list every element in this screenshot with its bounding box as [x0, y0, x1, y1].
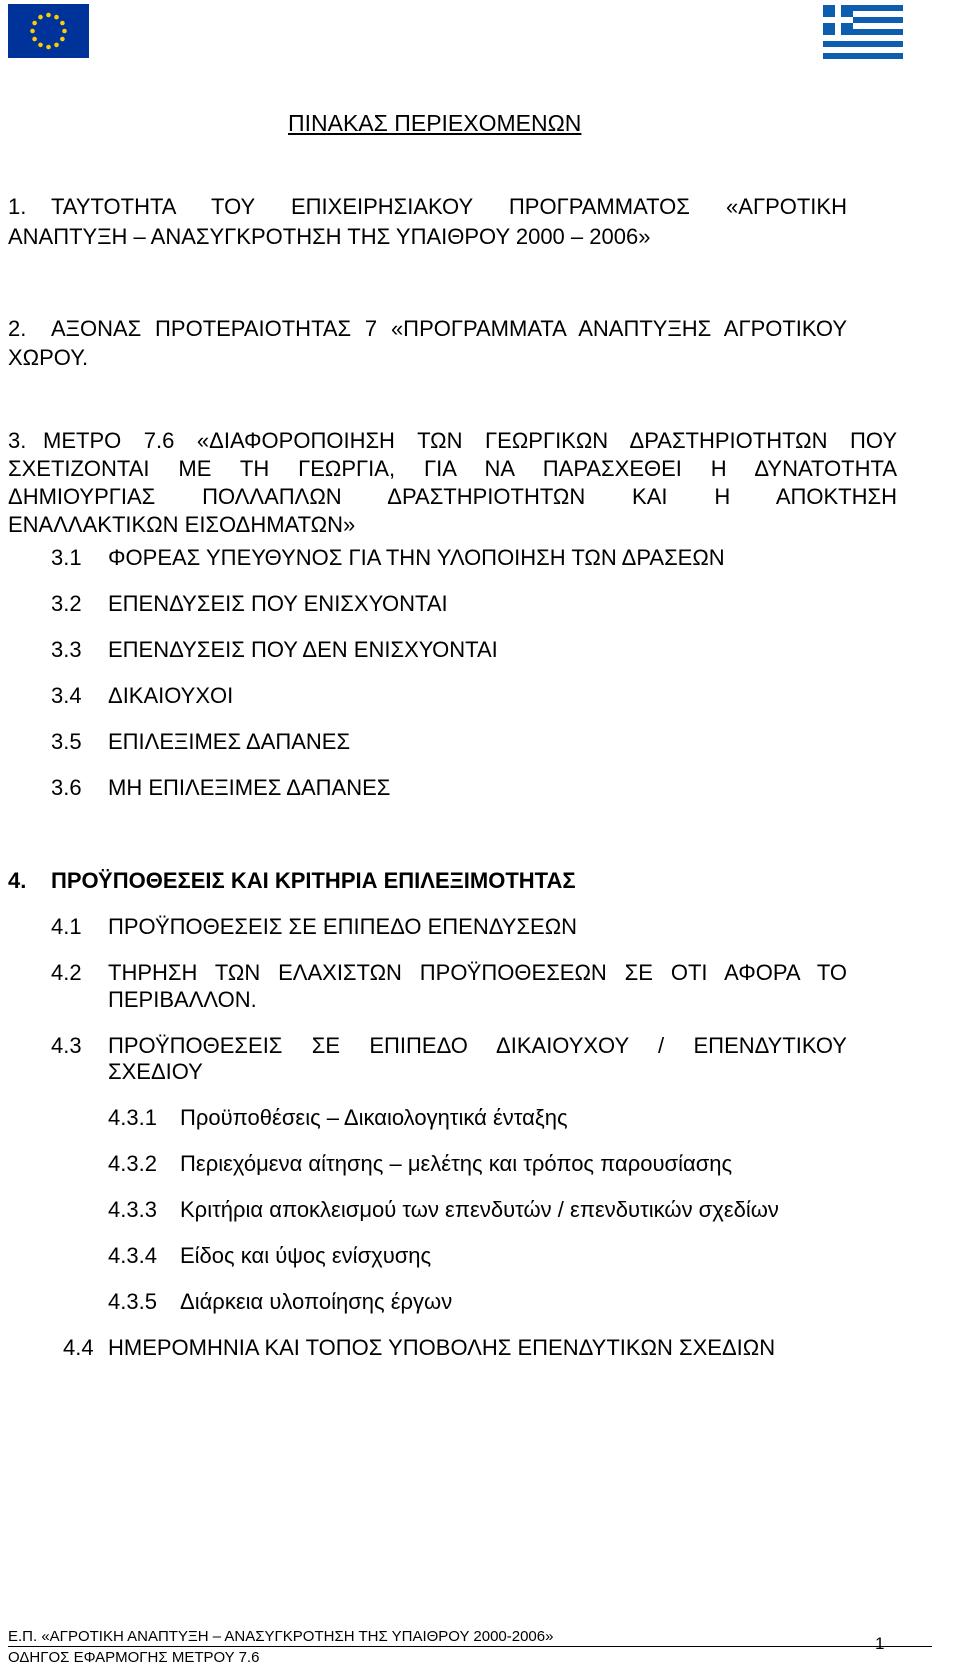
section-2-title-line2: ΧΩΡΟΥ. [8, 345, 89, 370]
footer-program-title: Ε.Π. «ΑΓΡΟΤΙΚΗ ΑΝΑΠΤΥΞΗ – ΑΝΑΣΥΓΚΡΟΤΗΣΗ ΤΗΣ ΥΠΑΙΘΡΟΥ 2000-2006» [8, 1628, 554, 1645]
section-3-title-line1: ΜΕΤΡΟ 7.6 «ΔΙΑΦΟΡΟΠΟΙΗΣΗ ΤΩΝ ΓΕΩΡΓΙΚΩΝ ΔΡΑΣΤΗΡΙΟΤΗΤΩΝ ΠΟΥ [43, 428, 897, 453]
subsection-number: 4.4 [63, 1335, 94, 1360]
section-number: 3. [8, 428, 27, 453]
subsection-title-line1: ΤΗΡΗΣΗ ΤΩΝ ΕΛΑΧΙΣΤΩΝ ΠΡΟΫΠΟΘΕΣΕΩΝ ΣΕ ΟΤΙ ΑΦΟΡΑ ΤΟ [108, 960, 847, 985]
subsection-number: 3.1 [51, 545, 82, 570]
eu-flag-logo [8, 4, 89, 58]
subsection-number: 3.6 [51, 775, 82, 800]
section-2-title-line1: ΑΞΟΝΑΣ ΠΡΟΤΕΡΑΙΟΤΗΤΑΣ 7 «ΠΡΟΓΡΑΜΜΑΤΑ ΑΝΑΠΤΥΞΗΣ ΑΓΡΟΤΙΚΟΥ [51, 316, 847, 341]
section-3-title-line4: ΕΝΑΛΛΑΚΤΙΚΩΝ ΕΙΣΟΔΗΜΑΤΩΝ» [8, 512, 356, 537]
subsection-title: ΠΡΟΫΠΟΘΕΣΕΙΣ ΣΕ ΕΠΙΠΕΔΟ ΕΠΕΝΔΥΣΕΩΝ [108, 914, 578, 939]
page-number: 1 [875, 1634, 885, 1653]
subsection-number: 3.4 [51, 683, 82, 708]
subsection-number: 4.2 [51, 960, 82, 985]
subsection-title: ΦΟΡΕΑΣ ΥΠΕΥΘΥΝΟΣ ΓΙΑ ΤΗΝ ΥΛΟΠΟΙΗΣΗ ΤΩΝ ΔΡΑΣΕΩΝ [108, 545, 725, 570]
section-number: 2. [8, 316, 27, 341]
subsection-number: 3.5 [51, 729, 82, 754]
subsection-title: ΕΠΕΝΔΥΣΕΙΣ ΠΟΥ ΕΝΙΣΧΥΟΝΤΑΙ [108, 591, 448, 616]
sub-subsection-title: Περιεχόμενα αίτησης – μελέτης και τρόπος παρουσίασης [180, 1151, 733, 1176]
sub-subsection-title: Προϋποθέσεις – Δικαιολογητικά ένταξης [180, 1105, 568, 1130]
sub-subsection-title: Διάρκεια υλοποίησης έργων [180, 1289, 453, 1314]
footer-guide-title: ΟΔΗΓΟΣ ΕΦΑΡΜΟΓΗΣ ΜΕΤΡΟΥ 7.6 [8, 1649, 260, 1666]
sub-subsection-title: Κριτήρια αποκλεισμού των επενδυτών / επενδυτικών σχεδίων [180, 1197, 779, 1222]
subsection-number: 4.1 [51, 914, 82, 939]
sub-subsection-number: 4.3.1 [108, 1105, 157, 1130]
subsection-number: 4.3 [51, 1033, 82, 1058]
subsection-title: ΔΙΚΑΙΟΥΧΟΙ [108, 683, 234, 708]
section-3-title-line3: ΔΗΜΙΟΥΡΓΙΑΣ ΠΟΛΛΑΠΛΩΝ ΔΡΑΣΤΗΡΙΟΤΗΤΩΝ ΚΑΙ Η ΑΠΟΚΤΗΣΗ [8, 484, 897, 509]
greek-flag-logo [823, 5, 903, 59]
section-number: 1. [8, 194, 27, 219]
section-3-title-line2: ΣΧΕΤΙΖΟΝΤΑΙ ΜΕ ΤΗ ΓΕΩΡΓΙΑ, ΓΙΑ ΝΑ ΠΑΡΑΣΧΕΘΕΙ Η ΔΥΝΑΤΟΤΗΤΑ [8, 456, 897, 481]
footer-divider [8, 1646, 932, 1647]
subsection-title: ΜΗ ΕΠΙΛΕΞΙΜΕΣ ΔΑΠΑΝΕΣ [108, 775, 391, 800]
page-title: ΠΙΝΑΚΑΣ ΠΕΡΙΕΧΟΜΕΝΩΝ [288, 110, 582, 136]
subsection-title: ΕΠΕΝΔΥΣΕΙΣ ΠΟΥ ΔΕΝ ΕΝΙΣΧΥΟΝΤΑΙ [108, 637, 498, 662]
sub-subsection-number: 4.3.3 [108, 1197, 157, 1222]
subsection-title-line2: ΣΧΕΔΙΟΥ [108, 1059, 203, 1084]
subsection-title-line2: ΠΕΡΙΒΑΛΛΟΝ. [108, 987, 257, 1012]
sub-subsection-number: 4.3.4 [108, 1243, 157, 1268]
subsection-title: ΕΠΙΛΕΞΙΜΕΣ ΔΑΠΑΝΕΣ [108, 729, 351, 754]
section-number: 4. [8, 868, 27, 893]
subsection-title-line1: ΠΡΟΫΠΟΘΕΣΕΙΣ ΣΕ ΕΠΙΠΕΔΟ ΔΙΚΑΙΟΥΧΟΥ / ΕΠΕΝΔΥΤΙΚΟΥ [108, 1033, 847, 1058]
sub-subsection-number: 4.3.2 [108, 1151, 157, 1176]
subsection-number: 3.3 [51, 637, 82, 662]
sub-subsection-number: 4.3.5 [108, 1289, 157, 1314]
eu-stars-icon [8, 4, 89, 58]
sub-subsection-title: Είδος και ύψος ενίσχυσης [180, 1243, 432, 1268]
subsection-title: ΗΜΕΡΟΜΗΝΙΑ ΚΑΙ ΤΟΠΟΣ ΥΠΟΒΟΛΗΣ ΕΠΕΝΔΥΤΙΚΩΝ ΣΧΕΔΙΩΝ [108, 1335, 776, 1360]
section-4-title: ΠΡΟΫΠΟΘΕΣΕΙΣ ΚΑΙ ΚΡΙΤΗΡΙΑ ΕΠΙΛΕΞΙΜΟΤΗΤΑΣ [51, 868, 576, 893]
section-1-title-line1: ΤΑΥΤΟΤΗΤΑ ΤΟΥ ΕΠΙΧΕΙΡΗΣΙΑΚΟΥ ΠΡΟΓΡΑΜΜΑΤΟΣ «ΑΓΡΟΤΙΚΗ [51, 194, 847, 219]
subsection-number: 3.2 [51, 591, 82, 616]
section-1-title-line2: ΑΝΑΠΤΥΞΗ – ΑΝΑΣΥΓΚΡΟΤΗΣΗ ΤΗΣ ΥΠΑΙΘΡΟΥ 2000 – 2006» [8, 224, 651, 249]
